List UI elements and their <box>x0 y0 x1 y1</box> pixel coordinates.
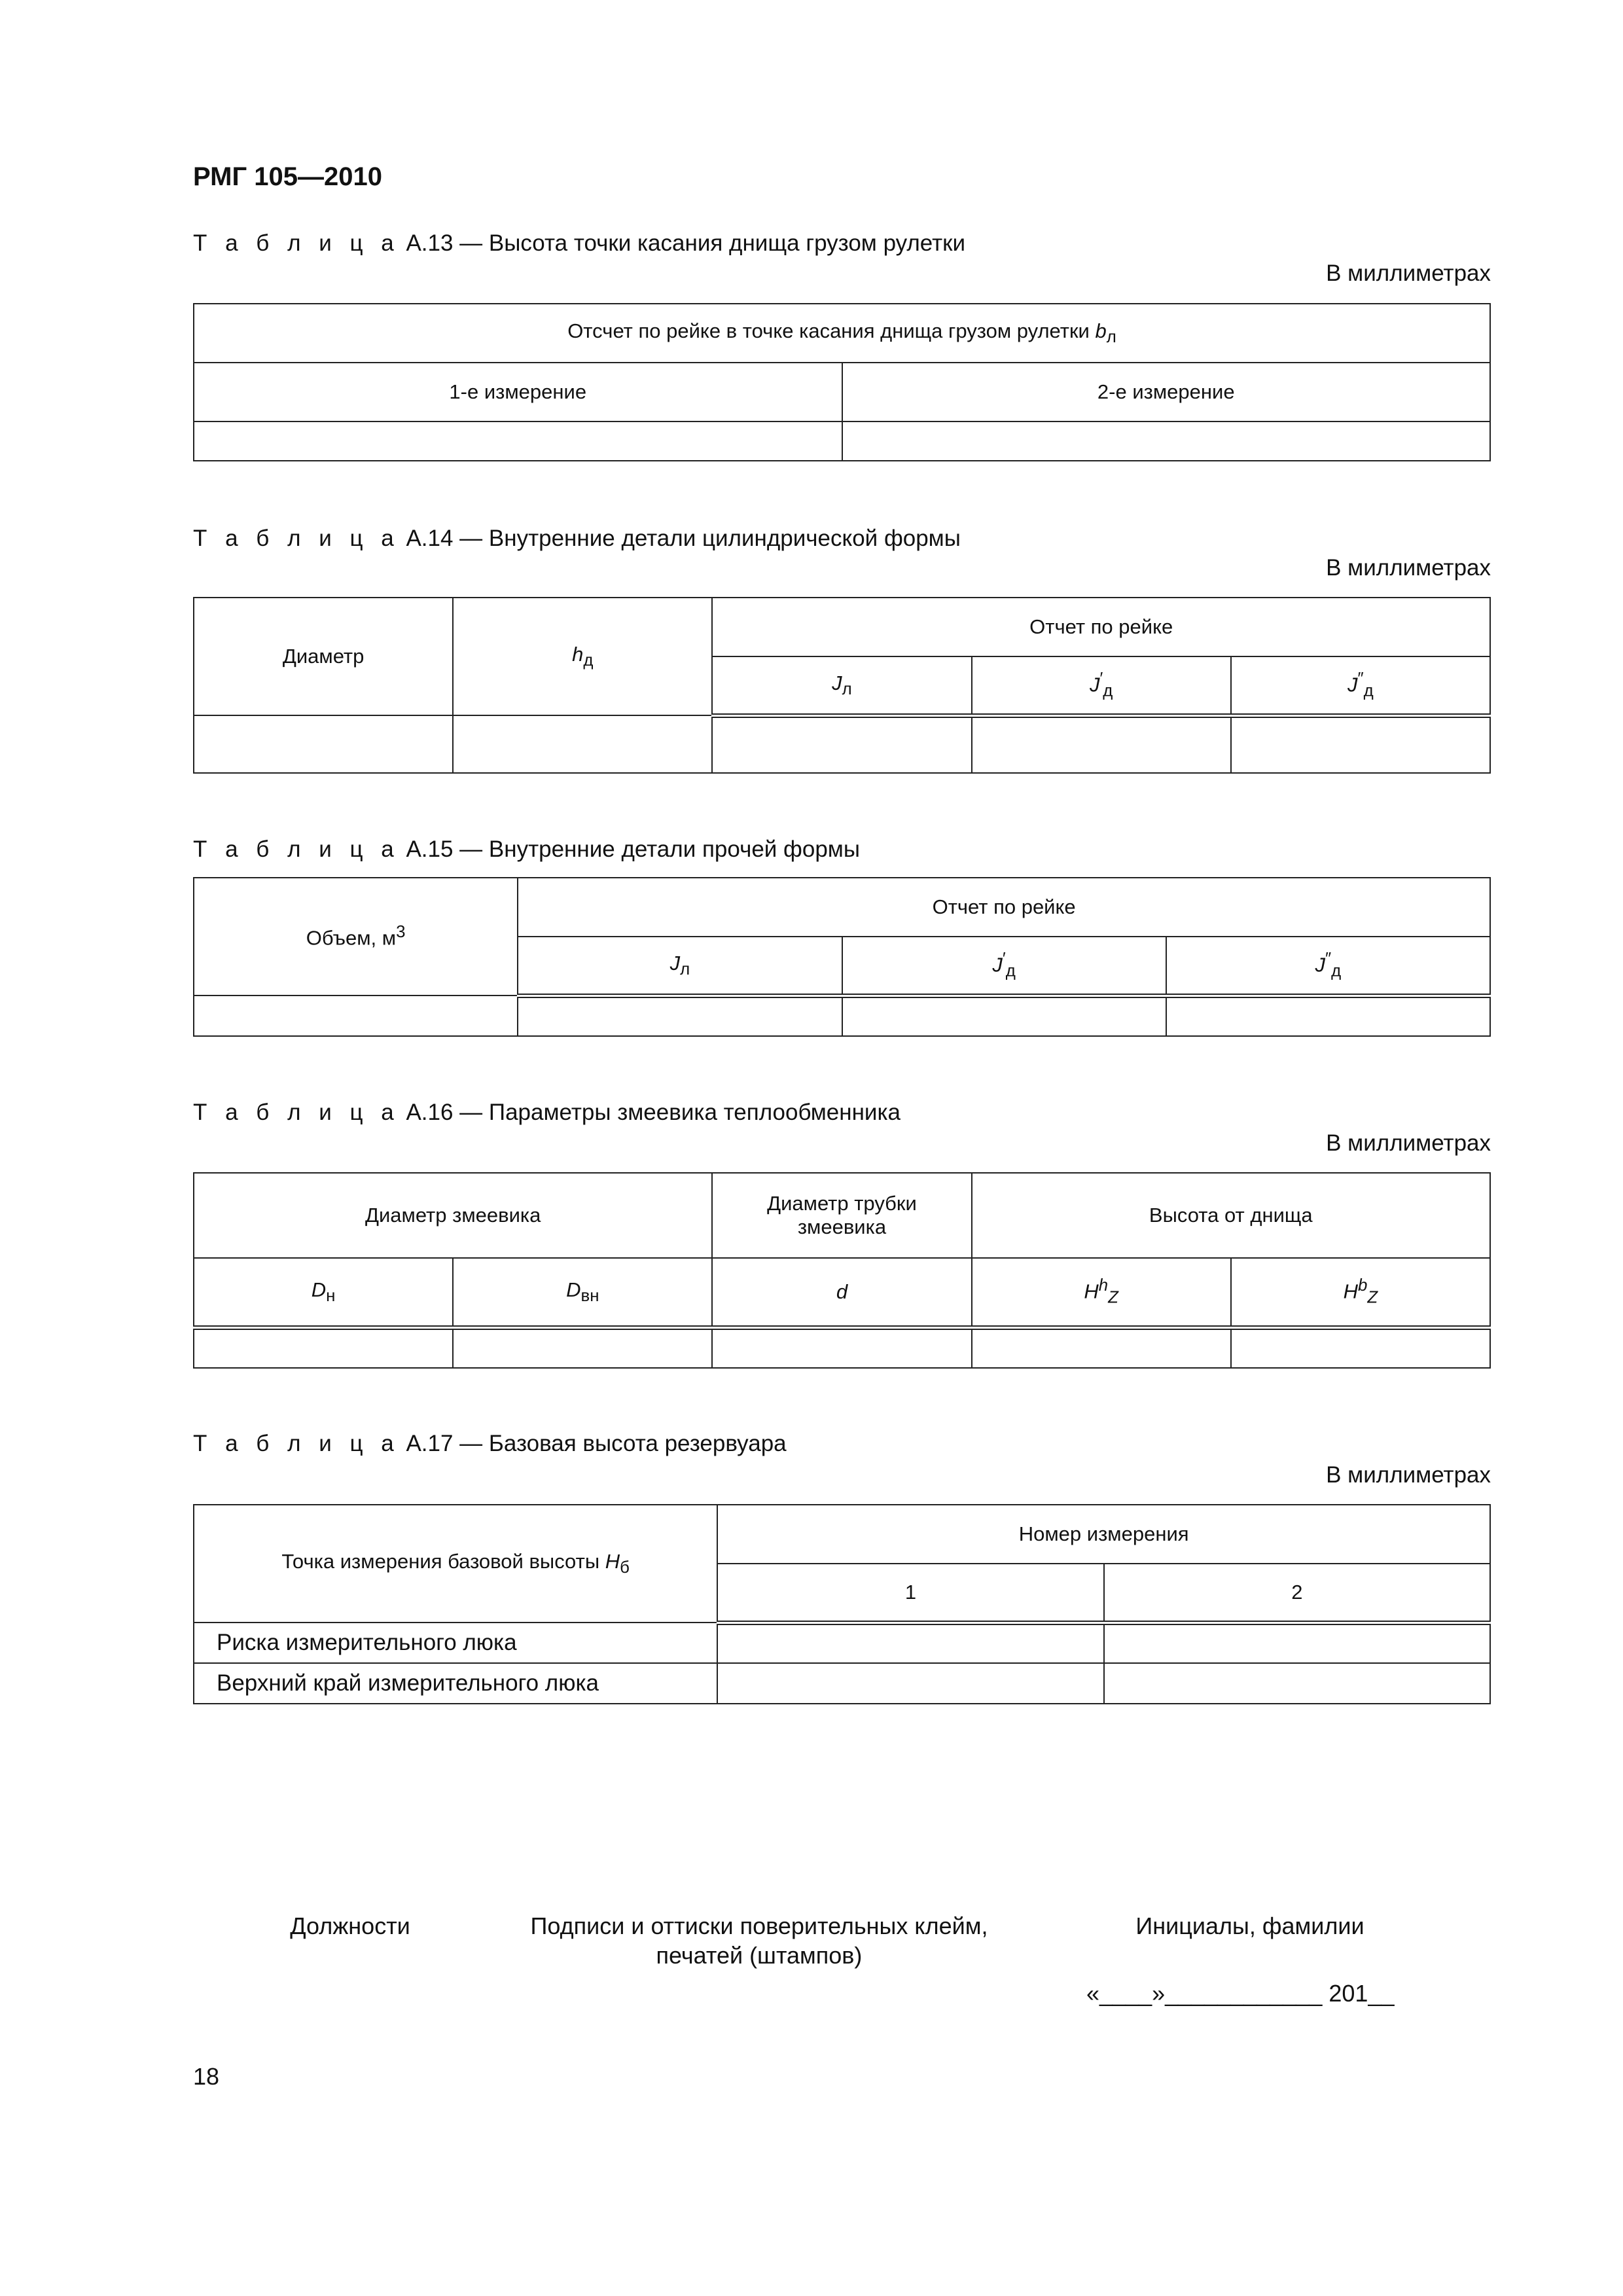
a14-col-j2 <box>972 656 1231 715</box>
caption-title: А.17 — Базовая высота резервуара <box>399 1431 787 1456</box>
a17-row-label: Риска измерительного люка <box>194 1623 717 1663</box>
table-a13 <box>193 303 1491 461</box>
a15-j3-sup: ″ <box>1325 949 1332 968</box>
a16-tube-line1: Диаметр трубки <box>767 1192 917 1215</box>
a13-cell-2 <box>842 422 1491 461</box>
table-a16 <box>193 1172 1491 1369</box>
caption-title: А.16 — Параметры змеевика теплообменника <box>399 1100 901 1125</box>
a15-cell-3 <box>842 996 1166 1036</box>
a16-col-d <box>712 1258 971 1327</box>
table-a13-caption <box>193 230 965 257</box>
table-a13-units: В миллиметрах <box>1326 260 1491 286</box>
a15-j1-sub: л <box>680 960 690 978</box>
a14-h-symbol: h <box>572 642 584 666</box>
table-a14-caption <box>193 526 961 552</box>
signature-date: «____»____________ 201__ <box>1086 1980 1395 2007</box>
a15-j2-symbol: J <box>992 953 1003 977</box>
signature-names: Инициалы, фамилии <box>1135 1912 1364 1939</box>
a16-col-hz-h <box>972 1258 1231 1327</box>
a17-point-sub: б <box>620 1558 630 1577</box>
a14-j3-sub: д <box>1363 681 1374 700</box>
caption-title: А.15 — Внутренние детали прочей формы <box>399 836 860 862</box>
a15-col-j2 <box>842 937 1166 996</box>
caption-label: Т а б л и ц а <box>193 526 400 551</box>
a16-group-coil-diameter: Диаметр змеевика <box>194 1173 712 1258</box>
a16-col-dn <box>194 1258 453 1327</box>
a14-h-sub: д <box>583 651 594 670</box>
a17-col-1: 1 <box>717 1564 1103 1623</box>
a17-point-symbol: H <box>605 1549 620 1573</box>
caption-label: Т а б л и ц а <box>193 1431 400 1456</box>
a16-tube-line2: змеевика <box>797 1215 887 1238</box>
a15-cell-1 <box>194 996 518 1036</box>
a15-j2-sup: ′ <box>1002 949 1006 968</box>
a14-col-h <box>453 598 712 715</box>
caption-title: А.14 — Внутренние детали цилиндрической формы <box>399 526 961 551</box>
a15-j3-sub: д <box>1331 961 1342 980</box>
a16-hz1-sub: Z <box>1108 1288 1118 1307</box>
table-row <box>194 1327 1490 1368</box>
a17-cell <box>717 1623 1103 1663</box>
caption-label: Т а б л и ц а <box>193 836 400 862</box>
a17-row-label: Верхний край измерительного люка <box>194 1663 717 1704</box>
caption-title: А.13 — Высота точки касания днища грузом рулетки <box>399 230 966 256</box>
caption-label: Т а б л и ц а <box>193 230 400 256</box>
a16-hz2-sub: Z <box>1367 1288 1378 1307</box>
table-a16-caption <box>193 1100 901 1126</box>
table-a15 <box>193 877 1491 1037</box>
a14-j3-symbol: J <box>1347 673 1358 696</box>
caption-label: Т а б л и ц а <box>193 1100 400 1125</box>
a14-j1-symbol: J <box>832 671 842 694</box>
a13-cell-1 <box>194 422 842 461</box>
table-a17-units: В миллиметрах <box>1326 1462 1491 1488</box>
a16-col-hz-b <box>1231 1258 1490 1327</box>
a15-cell-2 <box>518 996 842 1036</box>
a16-hz1-sup: h <box>1098 1276 1109 1295</box>
table-a17 <box>193 1504 1491 1704</box>
a15-col-volume <box>194 878 518 996</box>
a16-dvn-symbol: D <box>566 1278 581 1301</box>
a14-j2-symbol: J <box>1089 673 1100 696</box>
a14-col-diameter: Диаметр <box>194 598 453 715</box>
a16-dn-sub: н <box>326 1286 336 1305</box>
a15-volume-sup: 3 <box>396 923 406 942</box>
table-a14 <box>193 597 1491 774</box>
a15-cell-4 <box>1166 996 1490 1036</box>
a16-dn-symbol: D <box>311 1278 327 1301</box>
a17-cell <box>1104 1663 1490 1704</box>
a14-cell-4 <box>972 715 1231 773</box>
a13-header-reading <box>194 304 1490 363</box>
signature-signs-line1: Подписи и оттиски поверительных клейм, <box>530 1912 988 1939</box>
a14-cell-2 <box>453 715 712 773</box>
a13-reading-symbol: b <box>1095 319 1107 342</box>
a16-hz2-sup: b <box>1357 1276 1368 1295</box>
a14-cell-3 <box>712 715 971 773</box>
a14-j1-sub: л <box>842 679 852 698</box>
a15-group-reading: Отчет по рейке <box>518 878 1490 937</box>
a16-cell-4 <box>972 1327 1231 1368</box>
a15-j1-symbol: J <box>669 951 681 975</box>
a16-cell-1 <box>194 1327 453 1368</box>
signature-positions: Должности <box>290 1912 410 1939</box>
table-row <box>194 1663 1490 1704</box>
a16-cell-2 <box>453 1327 712 1368</box>
a15-j2-sub: д <box>1005 961 1016 980</box>
a15-col-j1 <box>518 937 842 996</box>
page-number: 18 <box>193 2063 220 2090</box>
signature-signs-line2: печатей (штампов) <box>656 1942 863 1969</box>
a16-hz1-symbol: H <box>1084 1280 1099 1303</box>
a14-j2-sup: ′ <box>1099 669 1103 688</box>
a16-cell-3 <box>712 1327 971 1368</box>
a17-col-2: 2 <box>1104 1564 1490 1623</box>
signature-signs <box>497 1911 1021 1970</box>
a16-group-height: Высота от днища <box>972 1173 1490 1258</box>
a16-cell-5 <box>1231 1327 1490 1368</box>
a16-d-symbol: d <box>836 1280 848 1303</box>
a15-j3-symbol: J <box>1315 953 1325 977</box>
table-row <box>194 715 1490 773</box>
a17-col-point <box>194 1505 717 1623</box>
a13-col-measure-1: 1-е измерение <box>194 363 842 422</box>
a14-j3-sup: ″ <box>1357 669 1364 688</box>
table-a16-units: В миллиметрах <box>1326 1130 1491 1156</box>
a17-cell <box>717 1663 1103 1704</box>
a17-point-text: Точка измерения базовой высоты <box>281 1549 605 1573</box>
table-a14-units: В миллиметрах <box>1326 555 1491 581</box>
a16-hz2-symbol: H <box>1343 1280 1358 1303</box>
a16-col-dvn <box>453 1258 712 1327</box>
a17-group-number: Номер измерения <box>717 1505 1490 1564</box>
document-header: РМГ 105—2010 <box>193 162 382 191</box>
a14-group-reading: Отчет по рейке <box>712 598 1490 656</box>
a14-j2-sub: д <box>1103 681 1113 700</box>
a14-cell-5 <box>1231 715 1490 773</box>
a13-reading-text: Отсчет по рейке в точке касания днища грузом рулетки <box>567 319 1096 342</box>
table-row <box>194 1623 1490 1663</box>
table-a15-caption <box>193 836 860 863</box>
table-a17-caption <box>193 1431 787 1457</box>
a13-reading-sub: л <box>1106 328 1116 347</box>
table-row <box>194 422 1490 461</box>
a15-col-j3 <box>1166 937 1490 996</box>
a17-cell <box>1104 1623 1490 1663</box>
a14-col-j1 <box>712 656 971 715</box>
a14-col-j3 <box>1231 656 1490 715</box>
a16-dvn-sub: вн <box>580 1286 599 1305</box>
a13-col-measure-2: 2-е измерение <box>842 363 1491 422</box>
a14-cell-1 <box>194 715 453 773</box>
a16-col-tube-diameter <box>712 1173 971 1258</box>
a15-volume-text: Объем, м <box>306 926 397 950</box>
table-row <box>194 996 1490 1036</box>
